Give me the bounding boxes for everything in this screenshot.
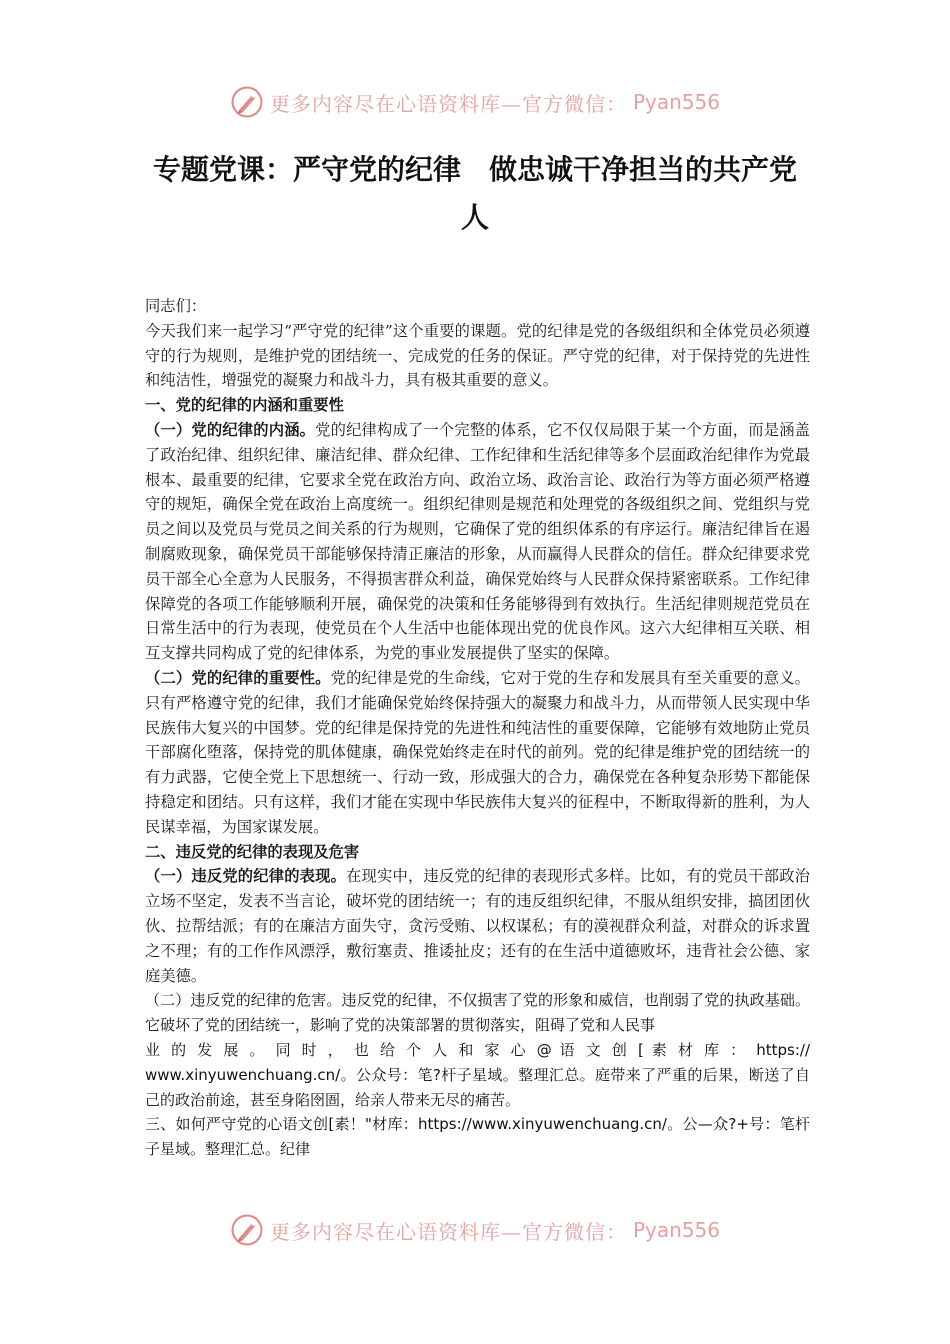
- section-2-paragraph-2-line-3: www.xinyuwenchuang.cn/。公众号：笔?杆子星域。整理汇总。庭带来了严重的后果，断送了自己的政治前途，甚至身陷囹圄，给亲人带来无尽的痛苦。: [145, 1065, 810, 1109]
- greeting: 同志们：: [145, 297, 207, 315]
- section-2-subheading-1: （一）违反党的纪律的表现。: [145, 867, 347, 886]
- watermark-header: [0, 82, 950, 122]
- section-2-heading: 二、违反党的纪律的表现及危害: [145, 842, 360, 861]
- section-2-paragraph-2-line-1: （二）违反党的纪律的危害。违反党的纪律，不仅损害了党的形象和威信，也削弱了党的执政基础。它破坏了党的团结统一，影响了党的决策部署的贯彻落实，阻碍了党和人民事: [145, 991, 810, 1035]
- watermark-text: 更多内容尽在心语资料库—官方微信：: [269, 91, 627, 116]
- pen-logo-icon: [230, 1213, 264, 1247]
- section-3-heading: 三、如何严守党的心语文创[素！"材库：https://www.xinyuwenchuang.cn/。公—众?+号：笔杆子星域。整理汇总。纪律: [145, 1115, 810, 1159]
- section-2-paragraph-1: [145, 864, 810, 988]
- section-1-heading: 一、党的纪律的内涵和重要性: [145, 396, 344, 415]
- document-body: [145, 294, 810, 1162]
- section-1-paragraph-1-body: 党的纪律构成了一个完整的体系，它不仅仅局限于某一个方面，而是涵盖了政治纪律、组织纪律、廉洁纪律、群众纪律、工作纪律和生活纪律等多个层面政治纪律作为党最根本、最重要的纪律，它要求全党在政治方向、政治立场、政治言论、政治行为等方面必须严格遵守的规矩，确保全党在政治上高度统一。组织纪律则是规范和处理党的各级组织之间、党组织与党员之间以及党员与党员之间关系的行为规则，它确保了党的组织体系的有序运行。廉洁纪律旨在遏制腐败现象，确保党员干部能够保持清正廉洁的形象，从而赢得人民群众的信任。群众纪律要求党员干部全心全意为人民服务，不得损害群众利益，确保党始终与人民群众保持紧密联系。工作纪律保障党的各项工作能够顺利开展，确保党的决策和任务能够得到有效执行。生活纪律则规范党员在日常生活中的行为表现，使党员在个人生活中也能体现出党的优良作风。这六大纪律相互关联、相互支撑共同构成了党的纪律体系，为党的事业发展提供了坚实的保障。: [145, 420, 810, 663]
- watermark-footer: [0, 1210, 950, 1250]
- document-title: 专题党课：严守党的纪律 做忠诚干净担当的共产党人: [152, 153, 797, 234]
- section-2-paragraph-1-body: 在现实中，违反党的纪律的表现形式多样。比如，有的党员干部政治立场不坚定，发表不当言论，破坏党的团结统一；有的违反组织纪律，不服从组织安排，搞团团伙伙、拉帮结派；有的在廉洁方面失守，贪污受贿、以权谋私；有的漠视群众利益，对群众的诉求置之不理；有的工作作风漂浮，敷衍塞责、推诿扯皮；还有的在生活中道德败坏，违背社会公德、家庭美德。: [145, 867, 810, 985]
- pen-logo-icon: [230, 85, 264, 119]
- intro-paragraph: 今天我们来一起学习“严守党的纪律”这个重要的课题。党的纪律是党的各级组织和全体党员必须遵守的行为规则，是维护党的团结统一、完成党的任务的保证。严守党的纪律，对于保持党的先进性和纯洁性，增强党的凝聚力和战斗力，具有极其重要的意义。: [145, 321, 810, 390]
- section-1-paragraph-2-body: 党的纪律是党的生命线，它对于党的生存和发展具有至关重要的意义。只有严格遵守党的纪律，我们才能确保党始终保持强大的凝聚力和战斗力，从而带领人民实现中华民族伟大复兴的中国梦。党的纪律是保持党的先进性和纯洁性的重要保障，它能够有效地防止党员干部腐化堕落，保持党的肌体健康，确保党始终走在时代的前列。党的纪律是维护党的团结统一的有力武器，它使全党上下思想统一、行动一致，形成强大的合力，确保党在各种复杂形势下都能保持稳定和团结。只有这样，我们才能在实现中华民族伟大复兴的征程中，不断取得新的胜利，为人民谋幸福，为国家谋发展。: [145, 668, 810, 836]
- section-1-subheading-2: （二）党的纪律的重要性。: [145, 668, 331, 687]
- section-1-subheading-1: （一）党的纪律的内涵。: [145, 420, 316, 439]
- watermark-text: 更多内容尽在心语资料库—官方微信：: [269, 1219, 627, 1244]
- watermark-handle: Pyan556: [632, 90, 720, 114]
- section-2-paragraph-2-line-2: 业 的 发 展 。 同 时 ， 也 给 个 人 和 家 心 @ 语 文 创 [ 素 材 库 ： https://: [145, 1040, 810, 1059]
- section-1-paragraph-1: [145, 418, 810, 666]
- watermark-handle: Pyan556: [632, 1218, 720, 1242]
- section-1-paragraph-2: [145, 666, 810, 840]
